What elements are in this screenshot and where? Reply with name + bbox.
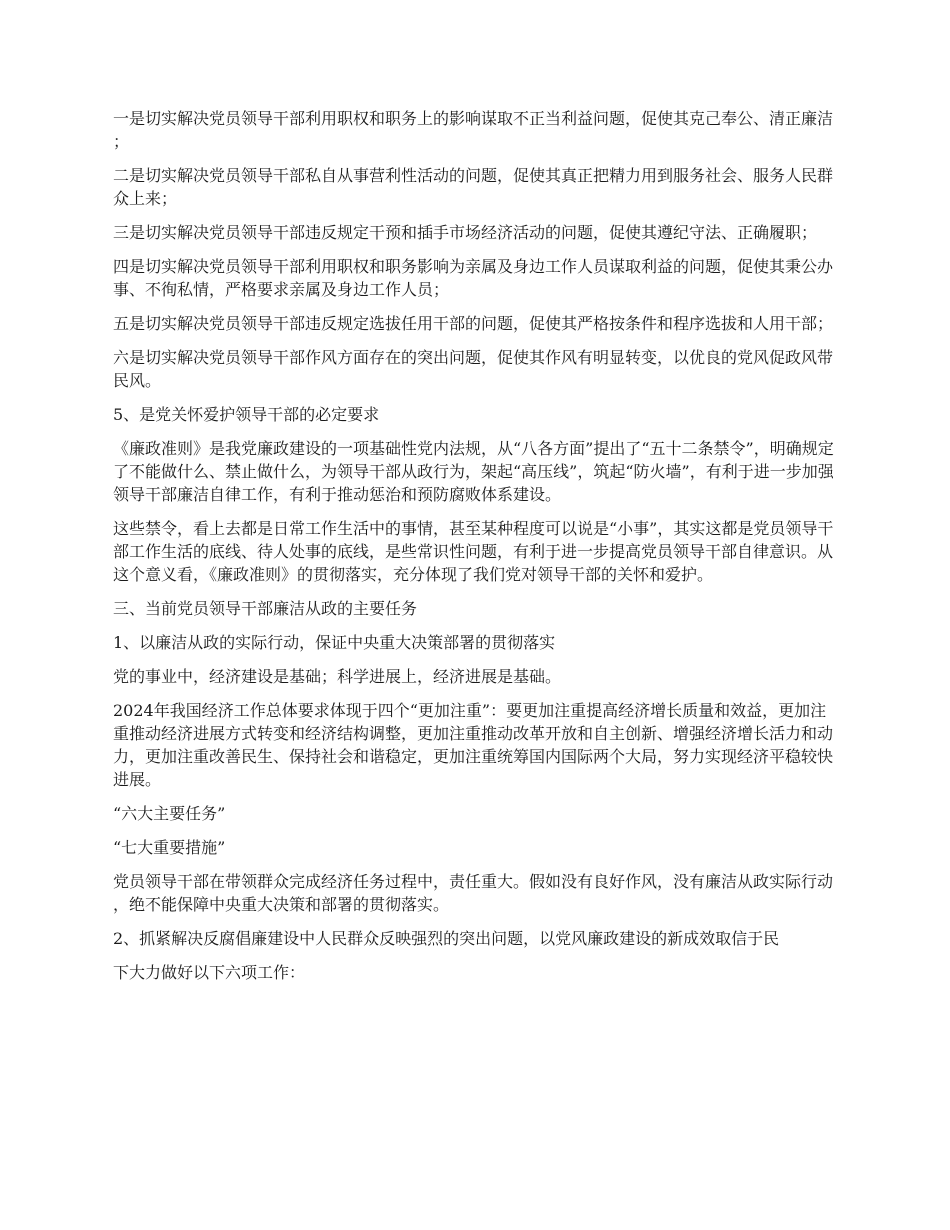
paragraph-economy-base: 党的事业中，经济建设是基础；科学进展上，经济进展是基础。: [113, 667, 562, 686]
paragraph-item-5: 五是切实解决党员领导干部违反规定选拔任用干部的问题，促使其严格按条件和程序选拔和人用干部；: [113, 314, 834, 333]
paragraph-seven-measures: “七大重要措施”: [113, 838, 226, 857]
section-heading-3: 三、当前党员领导干部廉洁从政的主要任务: [113, 599, 418, 618]
section-heading-5: 5、是党关怀爱护领导干部的必定要求: [113, 405, 380, 424]
paragraph-item-1: 一是切实解决党员领导干部利用职权和职务上的影响谋取不正当利益问题，促使其克己奉公、清正廉洁；: [113, 109, 834, 151]
paragraph-2024-requirements: 2024年我国经济工作总体要求体现于四个“更加注重”：要更加注重提高经济增长质量和效益，更加注重推动经济进展方式转变和经济结构调整，更加注重推动改革开放和自主创新、增强经济增长活力和动力，更加注重改善民生、保持社会和谐稳定，更加注重统筹国内国际两个大局，努力实现经济平稳较快进展。: [113, 701, 834, 789]
paragraph-item-4: 四是切实解决党员领导干部利用职权和职务影响为亲属及身边工作人员谋取利益的问题，促使其秉公办事、不徇私情，严格要求亲属及身边工作人员；: [113, 257, 834, 299]
paragraph-six-works: 下大力做好以下六项工作：: [113, 963, 306, 982]
paragraph-lianzheng-zhunze: 《廉政准则》是我党廉政建设的一项基础性党内法规，从“八各方面”提出了“五十二条禁令”，明确规定了不能做什么、禁止做什么，为领导干部从政行为，架起“高压线”，筑起“防火墙”，有利于进一步加强领导干部廉洁自律工作，有利于推动惩治和预防腐败体系建设。: [113, 439, 834, 504]
paragraph-item-6: 六是切实解决党员领导干部作风方面存在的突出问题，促使其作风有明显转变，以优良的党风促政风带民风。: [113, 348, 834, 390]
paragraph-responsibility: 党员领导干部在带领群众完成经济任务过程中，责任重大。假如没有良好作风，没有廉洁从政实际行动，绝不能保障中央重大决策和部署的贯彻落实。: [113, 872, 834, 914]
paragraph-jinling: 这些禁令，看上去都是日常工作生活中的事情，甚至某种程度可以说是“小事”，其实这都是党员领导干部工作生活的底线、待人处事的底线，是些常识性问题，有利于进一步提高党员领导干部自律意识。从这个意义看，《廉政准则》的贯彻落实，充分体现了我们党对领导干部的关怀和爱护。: [113, 519, 834, 584]
paragraph-item-2: 二是切实解决党员领导干部私自从事营利性活动的问题，促使其真正把精力用到服务社会、服务人民群众上来；: [113, 166, 834, 208]
paragraph-six-tasks: “六大主要任务”: [113, 804, 226, 823]
document-body: [113, 107, 841, 995]
paragraph-item-3: 三是切实解决党员领导干部违反规定干预和插手市场经济活动的问题，促使其遵纪守法、正确履职；: [113, 223, 818, 242]
subsection-heading-1: 1、以廉洁从政的实际行动，保证中央重大决策部署的贯彻落实: [113, 633, 556, 652]
subsection-heading-2: 2、抓紧解决反腐倡廉建设中人民群众反映强烈的突出问题，以党风廉政建设的新成效取信于民: [113, 929, 780, 948]
